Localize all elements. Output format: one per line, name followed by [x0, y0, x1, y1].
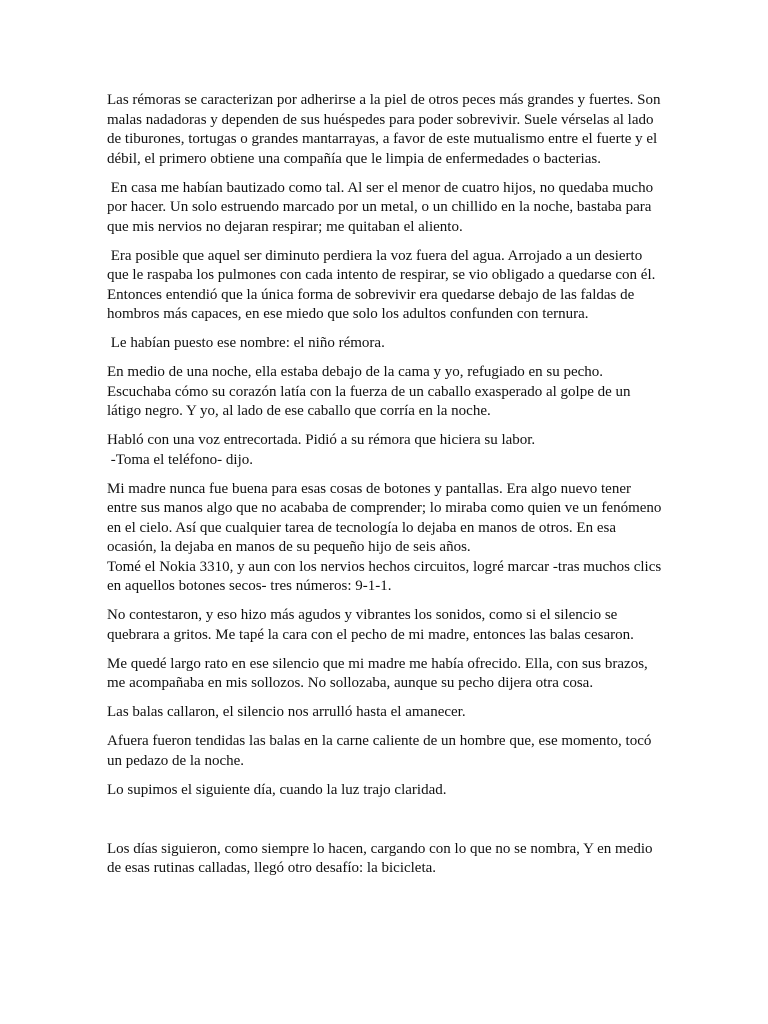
paragraph-1: Las rémoras se caracterizan por adherirse a la piel de otros peces más grandes y fuertes. Son malas nadadoras y dependen de sus huéspedes para poder sobrevivir. Suele vérselas al lado de tiburones, tortugas o grandes mantarrayas, a favor de este mutualismo entre el fuerte y el débil, el primero obtiene una compañía que le limpia de enfermedades o bacterias. [107, 92, 665, 167]
paragraph-4: Le habían puesto ese nombre: el niño rémora. [107, 335, 385, 351]
paragraph-6: Habló con una voz entrecortada. Pidió a su rémora que hiciera su labor. -Toma el teléfono- dijo. [107, 432, 536, 468]
paragraph-11: Afuera fueron tendidas las balas en la carne caliente de un hombre que, ese momento, tocó un pedazo de la noche. [107, 733, 656, 769]
paragraph-2: En casa me habían bautizado como tal. Al ser el menor de cuatro hijos, no quedaba mucho por hacer. Un solo estruendo marcado por un metal, o un chillido en la noche, bastaba para que mis nervios no dejaran respirar; me quitaban el aliento. [107, 179, 657, 235]
paragraph-13: Los días siguieron, como siempre lo hacen, cargando con lo que no se nombra, Y en medio de esas rutinas calladas, llegó otro desafío: la bicicleta. [107, 840, 657, 876]
paragraph-12: Lo supimos el siguiente día, cuando la luz trajo claridad. [107, 781, 447, 798]
paragraph-7: Mi madre nunca fue buena para esas cosas de botones y pantallas. Era algo nuevo tener entre sus manos algo que no acababa de comprender; lo miraba como quien ve un fenómeno en el cielo. Así que cualquier tarea de tecnología lo dejaba en manos de otros. En esa ocasión, la dejaba en manos de su pequeño hijo de seis años. Tomé el Nokia 3310, y aun con los nervios hechos circuitos, logré marcar -tras muchos clics en aquellos botones secos- tres números: 9-1-1. [107, 480, 662, 594]
section-gap [107, 810, 663, 840]
paragraph-8: No contestaron, y eso hizo más agudos y vibrantes los sonidos, como si el silencio se quebrara a gritos. Me tapé la cara con el pecho de mi madre, entonces las balas cesaron. [107, 607, 634, 643]
paragraph-5: En medio de una noche, ella estaba debajo de la cama y yo, refugiado en su pecho. Escuchaba cómo su corazón latía con la fuerza de un caballo exasperado al golpe de un látigo negro. Y yo, al lado de ese caballo que corría en la noche. [107, 364, 635, 419]
document-page [107, 91, 663, 888]
paragraph-10: Las balas callaron, el silencio nos arrulló hasta el amanecer. [107, 704, 466, 720]
paragraph-9: Me quedé largo rato en ese silencio que mi madre me había ofrecido. Ella, con sus brazos, me acompañaba en mis sollozos. No sollozaba, aunque su pecho dijera otra cosa. [107, 655, 652, 691]
paragraph-3: Era posible que aquel ser diminuto perdiera la voz fuera del agua. Arrojado a un desierto que le raspaba los pulmones con cada intento de respirar, se vio obligado a quedarse con él. Entonces entendió que la única forma de sobrevivir era quedarse debajo de las faldas de hombros más capaces, en ese miedo que solo los adultos confunden con ternura. [107, 247, 660, 322]
